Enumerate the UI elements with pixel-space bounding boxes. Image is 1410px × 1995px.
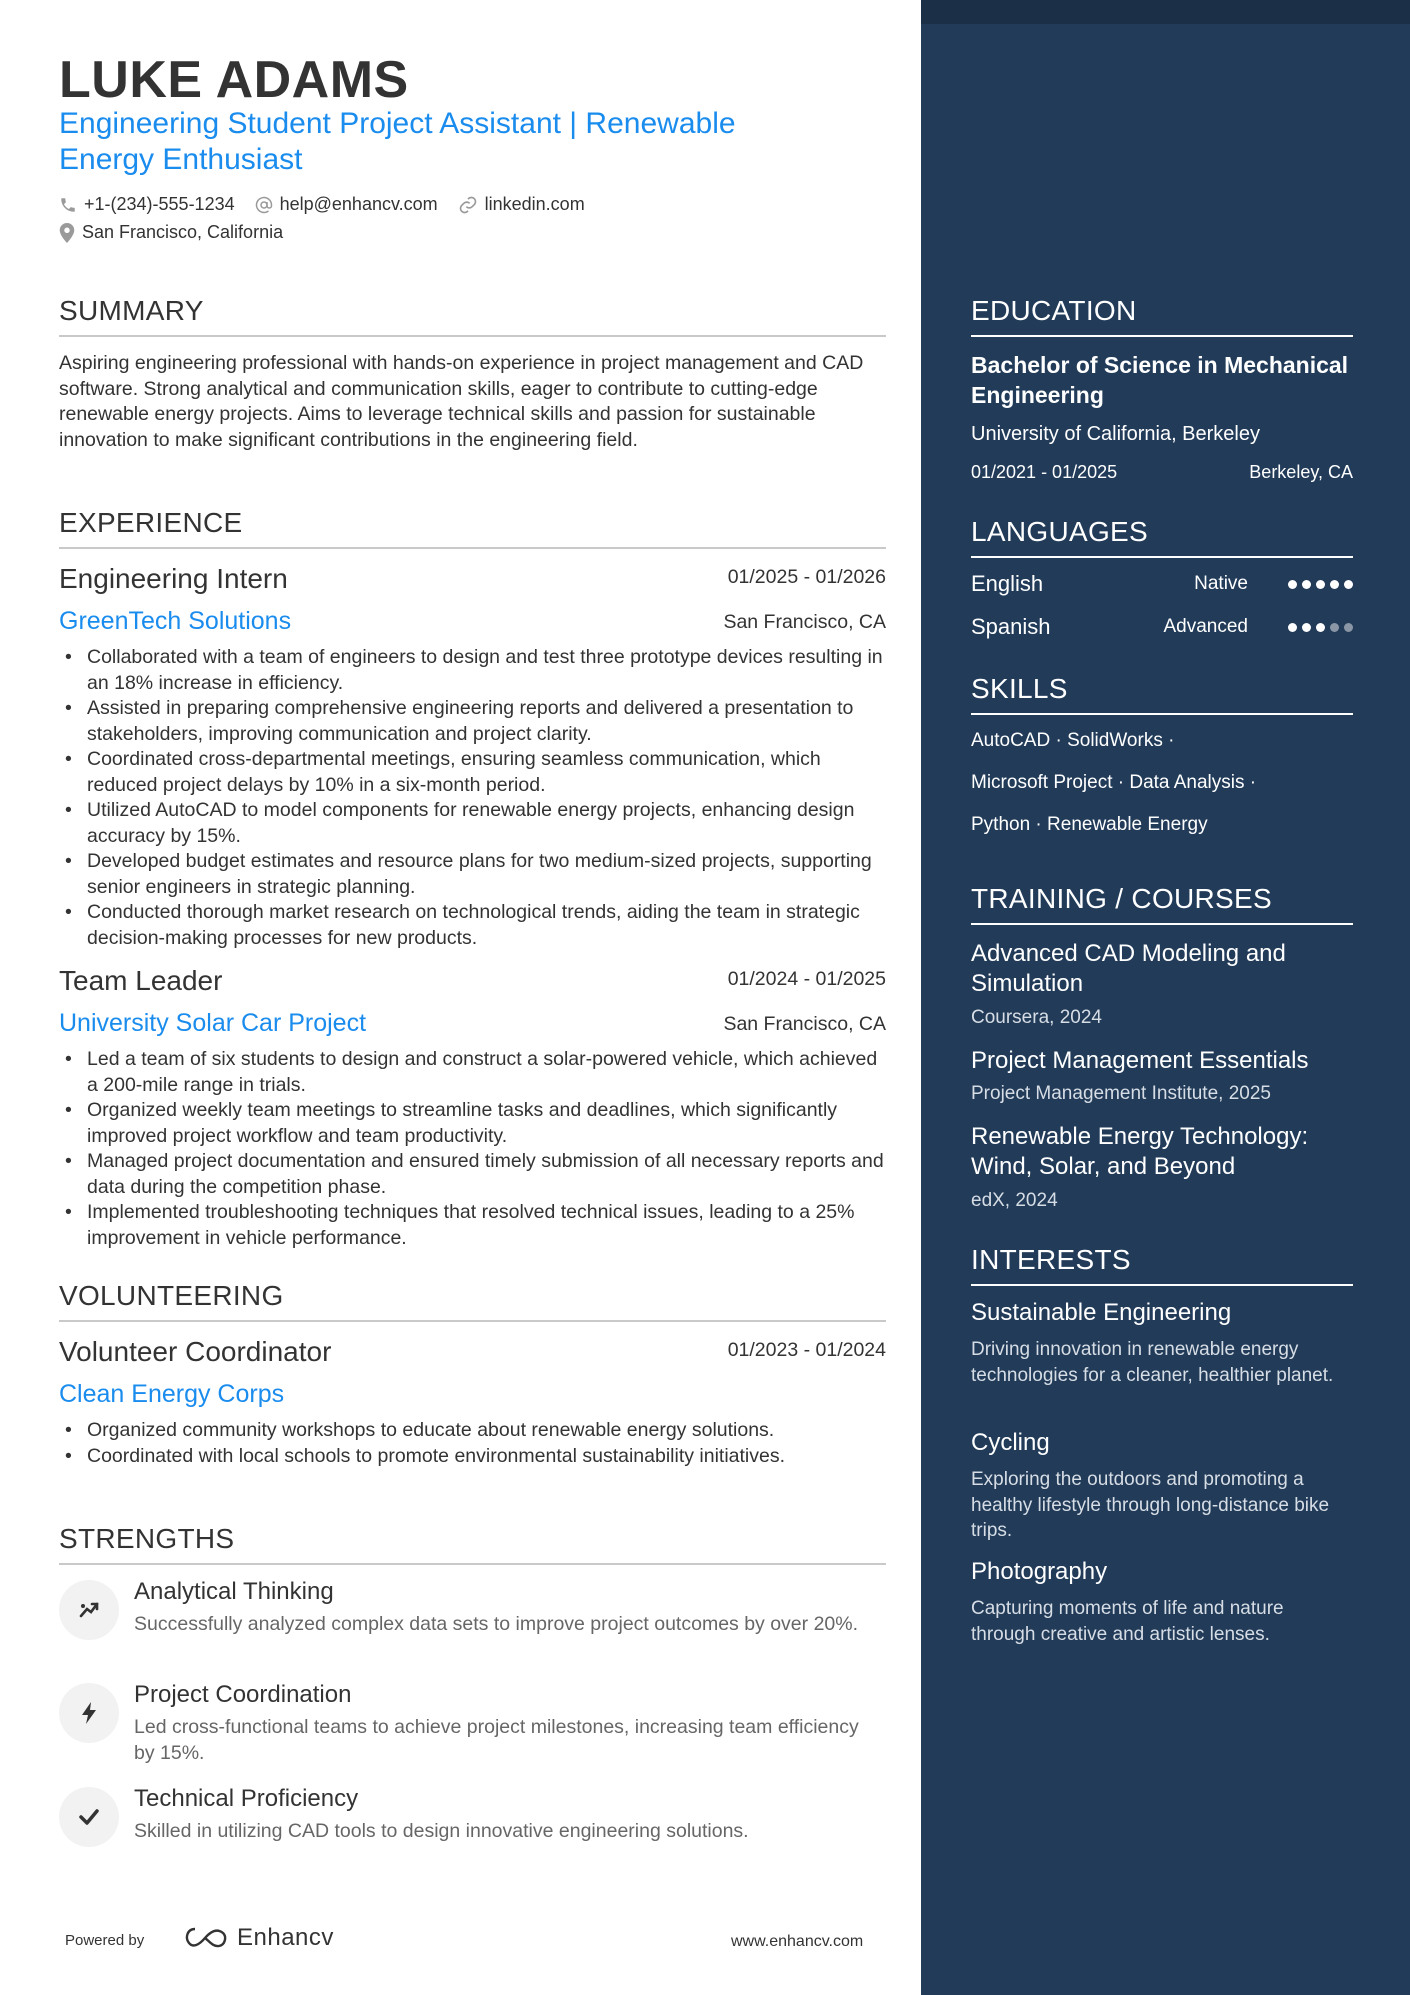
interest-desc: Capturing moments of life and nature through creative and artistic lenses. [971, 1598, 1284, 1645]
language-rating [1283, 580, 1353, 589]
list-item: • Implemented troubleshooting techniques that resolved technical issues, leading to a 25% improvement in vehicle performance. [59, 1200, 886, 1251]
course-title: Advanced CAD Modeling and Simulation [971, 940, 1286, 997]
sidebar [921, 0, 1410, 1995]
summary-section-title: SUMMARY [59, 295, 886, 337]
education-school: University of California, Berkeley [971, 423, 1260, 445]
rating-dot-empty [1330, 623, 1339, 632]
course-provider: edX, 2024 [971, 1190, 1058, 1211]
interest-desc: Driving innovation in renewable energy technologies for a cleaner, healthier planet. [971, 1339, 1334, 1386]
list-item: • Collaborated with a team of engineers to design and test three prototype devices resulting in an 18% increase in efficiency. [59, 645, 886, 696]
email-text: help@enhancv.com [279, 194, 438, 214]
interest-title: Cycling [971, 1429, 1050, 1456]
interest-desc: Exploring the outdoors and promoting a healthy lifestyle through long-distance bike trips. [971, 1469, 1330, 1541]
list-item: • Developed budget estimates and resource plans for two medium-sized projects, supporting senior engineers in strategic planning. [59, 849, 886, 900]
rating-dot-filled [1316, 623, 1325, 632]
skills-section-title: SKILLS [971, 673, 1353, 715]
contact-row-2 [59, 222, 303, 243]
phone-text: +1-(234)-555-1234 [84, 194, 235, 214]
training-section-title: TRAINING / COURSES [971, 883, 1353, 925]
enhancv-logo-text: Enhancv [237, 1924, 334, 1951]
location-text: San Francisco, California [82, 222, 284, 242]
rating-dot-filled [1288, 580, 1297, 589]
job-company: University Solar Car Project [59, 1009, 367, 1037]
strengths-section-title: STRENGTHS [59, 1523, 886, 1565]
strength-icon-circle [59, 1683, 119, 1743]
language-rating [1283, 623, 1353, 632]
list-item: • Managed project documentation and ensured timely submission of all necessary reports and data during the competition phase. [59, 1149, 886, 1200]
powered-by-label: Powered by [65, 1932, 145, 1949]
language-row [971, 571, 1353, 601]
language-level: Advanced [1163, 616, 1248, 637]
phone-icon [59, 196, 77, 214]
lightning-icon [79, 1701, 99, 1725]
job-bullets [59, 645, 886, 951]
interest-title: Sustainable Engineering [971, 1299, 1232, 1326]
footer-url[interactable]: www.enhancv.com [731, 1933, 864, 1950]
skills-line: AutoCAD · SolidWorks · [971, 730, 1175, 751]
strength-desc: Successfully analyzed complex data sets to improve project outcomes by over 20%. [134, 1613, 859, 1635]
rating-dot-filled [1302, 580, 1311, 589]
volunteer-dates: 01/2023 - 01/2024 [727, 1339, 886, 1361]
course-title: Renewable Energy Technology: Wind, Solar, and Beyond [971, 1123, 1309, 1180]
job-role: Team Leader [59, 965, 223, 996]
education-dates: 01/2021 - 01/2025 [971, 462, 1118, 482]
strength-desc: Skilled in utilizing CAD tools to design innovative engineering solutions. [134, 1820, 749, 1842]
contact-row [59, 194, 605, 215]
job-role: Engineering Intern [59, 563, 288, 594]
languages-section-title: LANGUAGES [971, 516, 1353, 558]
list-item: • Coordinated with local schools to promote environmental sustainability initiatives. [59, 1444, 886, 1470]
rating-dot-filled [1330, 580, 1339, 589]
strength-title: Technical Proficiency [134, 1785, 359, 1812]
rating-dot-filled [1344, 580, 1353, 589]
list-item: • Assisted in preparing comprehensive engineering reports and delivered a presentation to stakeholders, improving communication and project clarity. [59, 696, 886, 747]
list-item: • Organized weekly team meetings to streamline tasks and deadlines, which significantly improved project workflow and team productivity. [59, 1098, 886, 1149]
volunteer-role: Volunteer Coordinator [59, 1336, 332, 1367]
checkmark-icon [77, 1805, 101, 1829]
rating-dot-filled [1316, 580, 1325, 589]
contact-email[interactable] [255, 194, 438, 215]
interests-section-title: INTERESTS [971, 1244, 1353, 1286]
rating-dot-filled [1288, 623, 1297, 632]
contact-phone[interactable] [59, 194, 235, 215]
volunteer-org: Clean Energy Corps [59, 1380, 285, 1408]
list-item: • Led a team of six students to design and construct a solar-powered vehicle, which achieved a 200-mile range in trials. [59, 1047, 886, 1098]
education-location: Berkeley, CA [1249, 462, 1353, 482]
candidate-name: LUKE ADAMS [59, 51, 409, 109]
list-item: • Utilized AutoCAD to model components for renewable energy projects, enhancing design accuracy by 15%. [59, 798, 886, 849]
strength-desc: Led cross-functional teams to achieve project milestones, increasing team efficiency by 15%. [134, 1716, 859, 1764]
job-company: GreenTech Solutions [59, 607, 292, 635]
language-name: Spanish [971, 614, 1051, 639]
link-icon [458, 195, 478, 215]
language-row [971, 614, 1353, 644]
language-name: English [971, 571, 1044, 596]
strength-icon-circle [59, 1580, 119, 1640]
chart-trend-icon [77, 1598, 101, 1622]
candidate-headline: Engineering Student Project Assistant | Renewable Energy Enthusiast [59, 107, 736, 176]
contact-location [59, 222, 283, 243]
enhancv-logo[interactable] [183, 1924, 334, 1952]
strength-icon-circle [59, 1787, 119, 1847]
education-degree: Bachelor of Science in Mechanical Engineering [971, 352, 1349, 408]
location-pin-icon [59, 223, 75, 243]
language-level: Native [1194, 573, 1248, 594]
course-provider: Coursera, 2024 [971, 1007, 1102, 1028]
course-provider: Project Management Institute, 2025 [971, 1083, 1271, 1104]
sidebar-top-bar [921, 0, 1410, 24]
summary-text: Aspiring engineering professional with hands-on experience in project management and CAD software. Strong analytical and communication skills, eager to contribute to cutting-edge renewable energy projects. Aims to leverage technical skills and passion for sustainable innovation to make significant contributions in the engineering field. [59, 352, 864, 451]
education-section-title: EDUCATION [971, 295, 1353, 337]
rating-dot-filled [1302, 623, 1311, 632]
rating-dot-empty [1344, 623, 1353, 632]
interest-title: Photography [971, 1558, 1108, 1585]
strength-title: Analytical Thinking [134, 1578, 334, 1605]
job-bullets [59, 1047, 886, 1251]
linkedin-text: linkedin.com [484, 194, 585, 214]
list-item: • Coordinated cross-departmental meetings, ensuring seamless communication, which reduced project delays by 10% in a six-month period. [59, 747, 886, 798]
at-sign-icon [255, 196, 273, 214]
course-title: Project Management Essentials [971, 1047, 1309, 1074]
volunteer-bullets [59, 1418, 886, 1469]
strength-title: Project Coordination [134, 1681, 352, 1708]
job-dates: 01/2025 - 01/2026 [727, 566, 886, 588]
job-location: San Francisco, CA [723, 611, 886, 633]
skills-line: Python · Renewable Energy [971, 814, 1208, 835]
contact-linkedin[interactable] [458, 194, 585, 215]
job-location: San Francisco, CA [723, 1013, 886, 1035]
volunteering-section-title: VOLUNTEERING [59, 1280, 886, 1322]
list-item: • Conducted thorough market research on technological trends, aiding the team in strategic decision-making processes for new products. [59, 900, 886, 951]
experience-section-title: EXPERIENCE [59, 507, 886, 549]
job-dates: 01/2024 - 01/2025 [727, 968, 886, 990]
enhancv-logo-icon [183, 1925, 229, 1951]
skills-line: Microsoft Project · Data Analysis · [971, 772, 1257, 793]
list-item: • Organized community workshops to educate about renewable energy solutions. [59, 1418, 886, 1444]
